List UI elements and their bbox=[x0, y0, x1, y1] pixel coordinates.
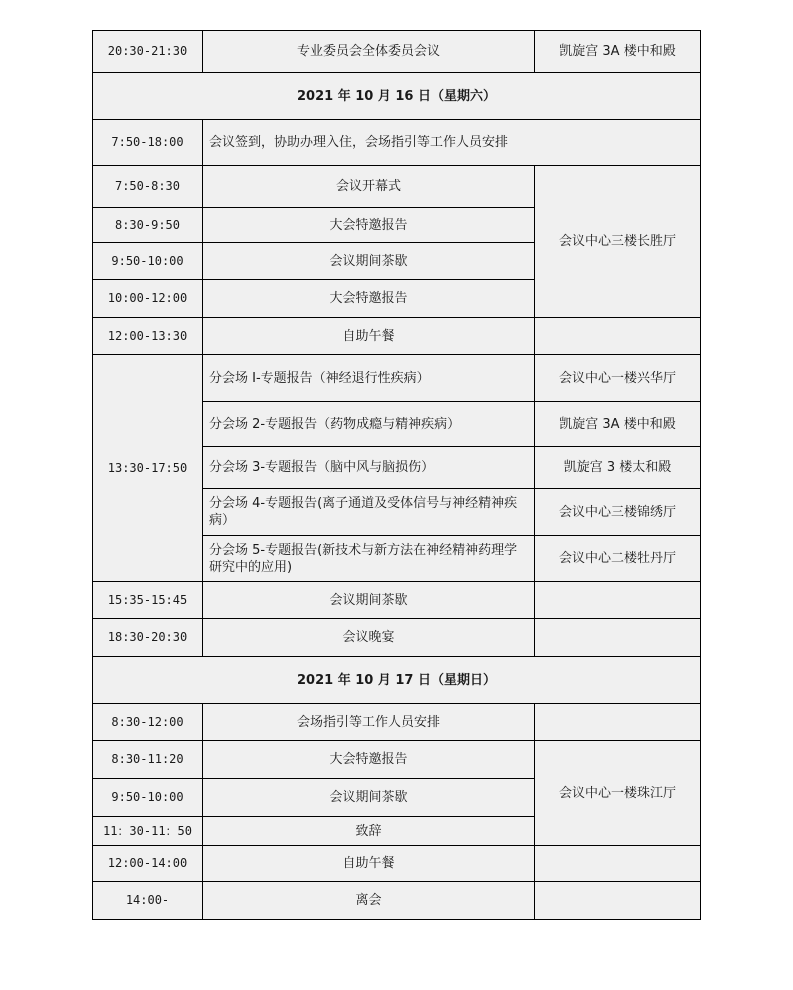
event-cell: 会议晚宴 bbox=[203, 619, 535, 657]
location-cell: 会议中心一楼兴华厅 bbox=[535, 355, 701, 402]
event-cell: 分会场 4-专题报告(离子通道及受体信号与神经精神疾病） bbox=[203, 489, 535, 536]
time-cell: 7:50-8:30 bbox=[93, 166, 203, 208]
event-cell: 专业委员会全体委员会议 bbox=[203, 31, 535, 73]
event-cell: 离会 bbox=[203, 882, 535, 920]
time-cell: 9:50-10:00 bbox=[93, 779, 203, 817]
time-cell: 8:30-12:00 bbox=[93, 704, 203, 741]
day-header-row bbox=[93, 657, 701, 704]
time-cell: 18:30-20:30 bbox=[93, 619, 203, 657]
table-row bbox=[93, 582, 701, 619]
location-cell: 会议中心二楼牡丹厅 bbox=[535, 536, 701, 582]
event-cell: 大会特邀报告 bbox=[203, 280, 535, 318]
location-cell bbox=[535, 704, 701, 741]
event-cell: 分会场 2-专题报告（药物成瘾与精神疾病） bbox=[203, 402, 535, 447]
time-cell: 9:50-10:00 bbox=[93, 243, 203, 280]
location-cell: 凯旋宫 3A 楼中和殿 bbox=[535, 31, 701, 73]
event-cell: 自助午餐 bbox=[203, 318, 535, 355]
event-cell: 大会特邀报告 bbox=[203, 208, 535, 243]
day-header: 2021 年 10 月 17 日（星期日） bbox=[93, 657, 701, 704]
time-cell: 15:35-15:45 bbox=[93, 582, 203, 619]
location-cell: 会议中心一楼珠江厅 bbox=[535, 741, 701, 846]
time-cell: 11：30-11：50 bbox=[93, 817, 203, 846]
time-cell: 10:00-12:00 bbox=[93, 280, 203, 318]
time-cell: 14:00- bbox=[93, 882, 203, 920]
event-cell: 会议期间茶歇 bbox=[203, 582, 535, 619]
event-cell: 会议期间茶歇 bbox=[203, 243, 535, 280]
location-cell: 会议中心三楼锦绣厅 bbox=[535, 489, 701, 536]
time-cell: 13:30-17:50 bbox=[93, 355, 203, 582]
table-row bbox=[93, 120, 701, 166]
location-cell: 会议中心三楼长胜厅 bbox=[535, 166, 701, 318]
location-cell: 凯旋宫 3A 楼中和殿 bbox=[535, 402, 701, 447]
day-header: 2021 年 10 月 16 日（星期六） bbox=[93, 73, 701, 120]
event-cell: 自助午餐 bbox=[203, 846, 535, 882]
table-row bbox=[93, 31, 701, 73]
table-row bbox=[93, 318, 701, 355]
table-row bbox=[93, 355, 701, 402]
event-cell: 大会特邀报告 bbox=[203, 741, 535, 779]
event-cell: 会议签到，协助办理入住，会场指引等工作人员安排 bbox=[203, 120, 701, 166]
event-cell: 会场指引等工作人员安排 bbox=[203, 704, 535, 741]
event-cell: 分会场 3-专题报告（脑中风与脑损伤） bbox=[203, 447, 535, 489]
event-cell: 会议期间茶歇 bbox=[203, 779, 535, 817]
schedule-table bbox=[92, 30, 701, 920]
time-cell: 8:30-9:50 bbox=[93, 208, 203, 243]
table-row bbox=[93, 619, 701, 657]
location-cell bbox=[535, 619, 701, 657]
event-cell: 分会场 5-专题报告(新技术与新方法在神经精神药理学研究中的应用) bbox=[203, 536, 535, 582]
event-cell: 会议开幕式 bbox=[203, 166, 535, 208]
table-row bbox=[93, 166, 701, 208]
table-row bbox=[93, 741, 701, 779]
event-cell: 分会场 I-专题报告（神经退行性疾病） bbox=[203, 355, 535, 402]
table-row bbox=[93, 882, 701, 920]
location-cell bbox=[535, 846, 701, 882]
location-cell: 凯旋宫 3 楼太和殿 bbox=[535, 447, 701, 489]
location-cell bbox=[535, 882, 701, 920]
time-cell: 12:00-14:00 bbox=[93, 846, 203, 882]
table-row bbox=[93, 704, 701, 741]
day-header-row bbox=[93, 73, 701, 120]
time-cell: 12:00-13:30 bbox=[93, 318, 203, 355]
location-cell bbox=[535, 582, 701, 619]
event-cell: 致辞 bbox=[203, 817, 535, 846]
time-cell: 8:30-11:20 bbox=[93, 741, 203, 779]
table-row bbox=[93, 846, 701, 882]
time-cell: 20:30-21:30 bbox=[93, 31, 203, 73]
location-cell bbox=[535, 318, 701, 355]
time-cell: 7:50-18:00 bbox=[93, 120, 203, 166]
